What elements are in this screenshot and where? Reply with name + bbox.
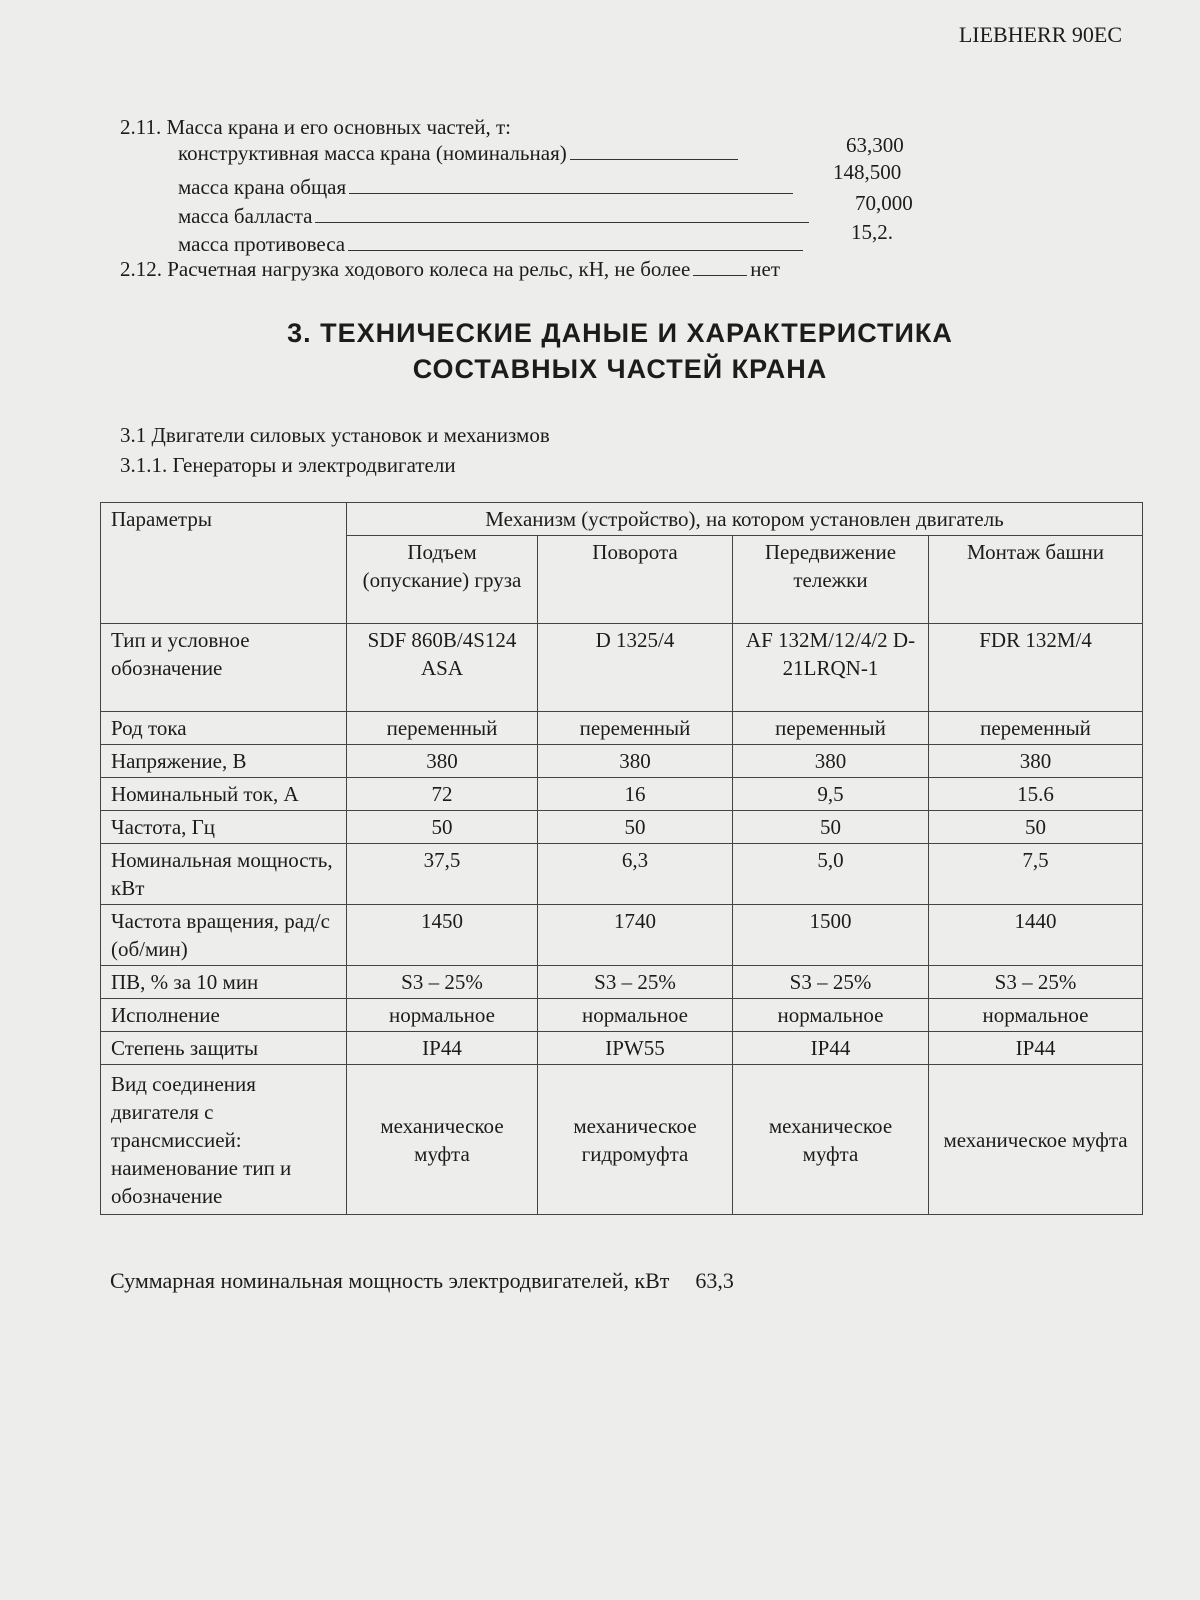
value-cell: 50 <box>538 811 733 844</box>
value-cell: 15.6 <box>929 778 1143 811</box>
param-cell: Род тока <box>101 712 347 745</box>
value-cell: IPW55 <box>538 1032 733 1065</box>
value-cell: IP44 <box>929 1032 1143 1065</box>
group-header: Механизм (устройство), на котором установлен двигатель <box>347 503 1143 536</box>
value-cell: 380 <box>347 745 538 778</box>
value-cell: 50 <box>733 811 929 844</box>
section-3-title-line2: СОСТАВНЫХ ЧАСТЕЙ КРАНА <box>412 354 828 384</box>
value-cell: переменный <box>929 712 1143 745</box>
value-cell: S3 – 25% <box>538 966 733 999</box>
table-row <box>101 811 1143 844</box>
mass-value: 63,300 <box>846 133 904 157</box>
value-cell: S3 – 25% <box>733 966 929 999</box>
table-row <box>101 712 1143 745</box>
table-row <box>101 1065 1143 1215</box>
value-cell: нормальное <box>929 999 1143 1032</box>
column-header: Передвижение тележки <box>733 536 929 624</box>
value-cell: механическое гидромуфта <box>538 1065 733 1215</box>
value-cell: нормальное <box>538 999 733 1032</box>
value-cell: FDR 132M/4 <box>929 624 1143 712</box>
fill-line <box>693 259 747 276</box>
value-cell: 50 <box>929 811 1143 844</box>
value-cell: 9,5 <box>733 778 929 811</box>
fill-line <box>315 206 809 223</box>
param-cell: Напряжение, В <box>101 745 347 778</box>
value-cell: механическое муфта <box>733 1065 929 1215</box>
table-row <box>101 966 1143 999</box>
column-header: Поворота <box>538 536 733 624</box>
fill-line <box>349 177 793 194</box>
mass-value: 148,500 <box>833 160 902 184</box>
value-cell: 6,3 <box>538 844 733 905</box>
value-cell: переменный <box>347 712 538 745</box>
param-cell: Номинальная мощность, кВт <box>101 844 347 905</box>
table-row <box>101 905 1143 966</box>
param-cell: Тип и условное обозначение <box>101 624 347 712</box>
section-2-11-title: 2.11. Масса крана и его основных частей, т: <box>120 115 511 139</box>
column-header: Подъем (опускание) груза <box>347 536 538 624</box>
value-cell: D 1325/4 <box>538 624 733 712</box>
total-power <box>110 1268 734 1294</box>
value-cell: S3 – 25% <box>347 966 538 999</box>
mass-label: масса балласта <box>178 204 313 228</box>
value-cell: 16 <box>538 778 733 811</box>
total-power-label: Суммарная номинальная мощность электродвигателей, кВт <box>110 1268 670 1293</box>
subsection-3-1: 3.1 Двигатели силовых установок и механизмов <box>120 423 550 447</box>
value-cell: 1450 <box>347 905 538 966</box>
param-cell: Вид соединения двигателя с трансмиссией: наименование тип и обозначение <box>101 1065 347 1215</box>
value-cell: 7,5 <box>929 844 1143 905</box>
mass-label: масса противовеса <box>178 232 346 256</box>
mass-row-counterweight <box>178 232 806 257</box>
param-cell: Номинальный ток, А <box>101 778 347 811</box>
motor-spec-table <box>100 502 1143 1215</box>
mass-row-structural <box>178 141 741 166</box>
doc-header: LIEBHERR 90EC <box>958 22 1122 47</box>
value-cell: 50 <box>347 811 538 844</box>
value-cell: AF 132M/12/4/2 D-21LRQN-1 <box>733 624 929 712</box>
value-cell: IP44 <box>733 1032 929 1065</box>
value-cell: 5,0 <box>733 844 929 905</box>
mass-row-total <box>178 175 796 200</box>
value-cell: 380 <box>733 745 929 778</box>
table-row <box>101 999 1143 1032</box>
value-cell: нормальное <box>733 999 929 1032</box>
value-cell: 1500 <box>733 905 929 966</box>
param-cell: Частота вращения, рад/с (об/мин) <box>101 905 347 966</box>
value-cell: S3 – 25% <box>929 966 1143 999</box>
value-cell: 1740 <box>538 905 733 966</box>
param-cell: Степень защиты <box>101 1032 347 1065</box>
value-cell: 37,5 <box>347 844 538 905</box>
subsection-3-1-1: 3.1.1. Генераторы и электродвигатели <box>120 453 456 477</box>
section-2-12 <box>120 257 780 282</box>
mass-label: конструктивная масса крана (номинальная) <box>178 141 567 165</box>
param-cell: Частота, Гц <box>101 811 347 844</box>
section-3-title-line1: 3. ТЕХНИЧЕСКИЕ ДАНЫЕ И ХАРАКТЕРИСТИКА <box>287 318 953 348</box>
value-cell: переменный <box>538 712 733 745</box>
table-header-row <box>101 503 1143 536</box>
param-header: Параметры <box>101 503 347 624</box>
table-row <box>101 624 1143 712</box>
value-cell: нормальное <box>347 999 538 1032</box>
value-cell: переменный <box>733 712 929 745</box>
mass-row-ballast <box>178 204 812 229</box>
mass-value: 15,2. <box>851 220 893 244</box>
value-cell: механическое муфта <box>929 1065 1143 1215</box>
table-row <box>101 844 1143 905</box>
value-cell: 1440 <box>929 905 1143 966</box>
value-cell: IP44 <box>347 1032 538 1065</box>
value-cell: 380 <box>929 745 1143 778</box>
column-header: Монтаж башни <box>929 536 1143 624</box>
param-cell: ПВ, % за 10 мин <box>101 966 347 999</box>
wheel-load-value: нет <box>750 257 781 281</box>
value-cell: 72 <box>347 778 538 811</box>
table-row <box>101 778 1143 811</box>
wheel-load-label: 2.12. Расчетная нагрузка ходового колеса на рельс, кН, не более <box>120 257 691 281</box>
table-row <box>101 1032 1143 1065</box>
mass-label: масса крана общая <box>178 175 347 199</box>
table-row <box>101 745 1143 778</box>
fill-line <box>570 143 738 160</box>
param-cell: Исполнение <box>101 999 347 1032</box>
mass-value: 70,000 <box>855 191 913 215</box>
value-cell: механическое муфта <box>347 1065 538 1215</box>
value-cell: SDF 860B/4S124 ASA <box>347 624 538 712</box>
value-cell: 380 <box>538 745 733 778</box>
total-power-value: 63,3 <box>695 1268 734 1293</box>
fill-line <box>348 234 803 251</box>
